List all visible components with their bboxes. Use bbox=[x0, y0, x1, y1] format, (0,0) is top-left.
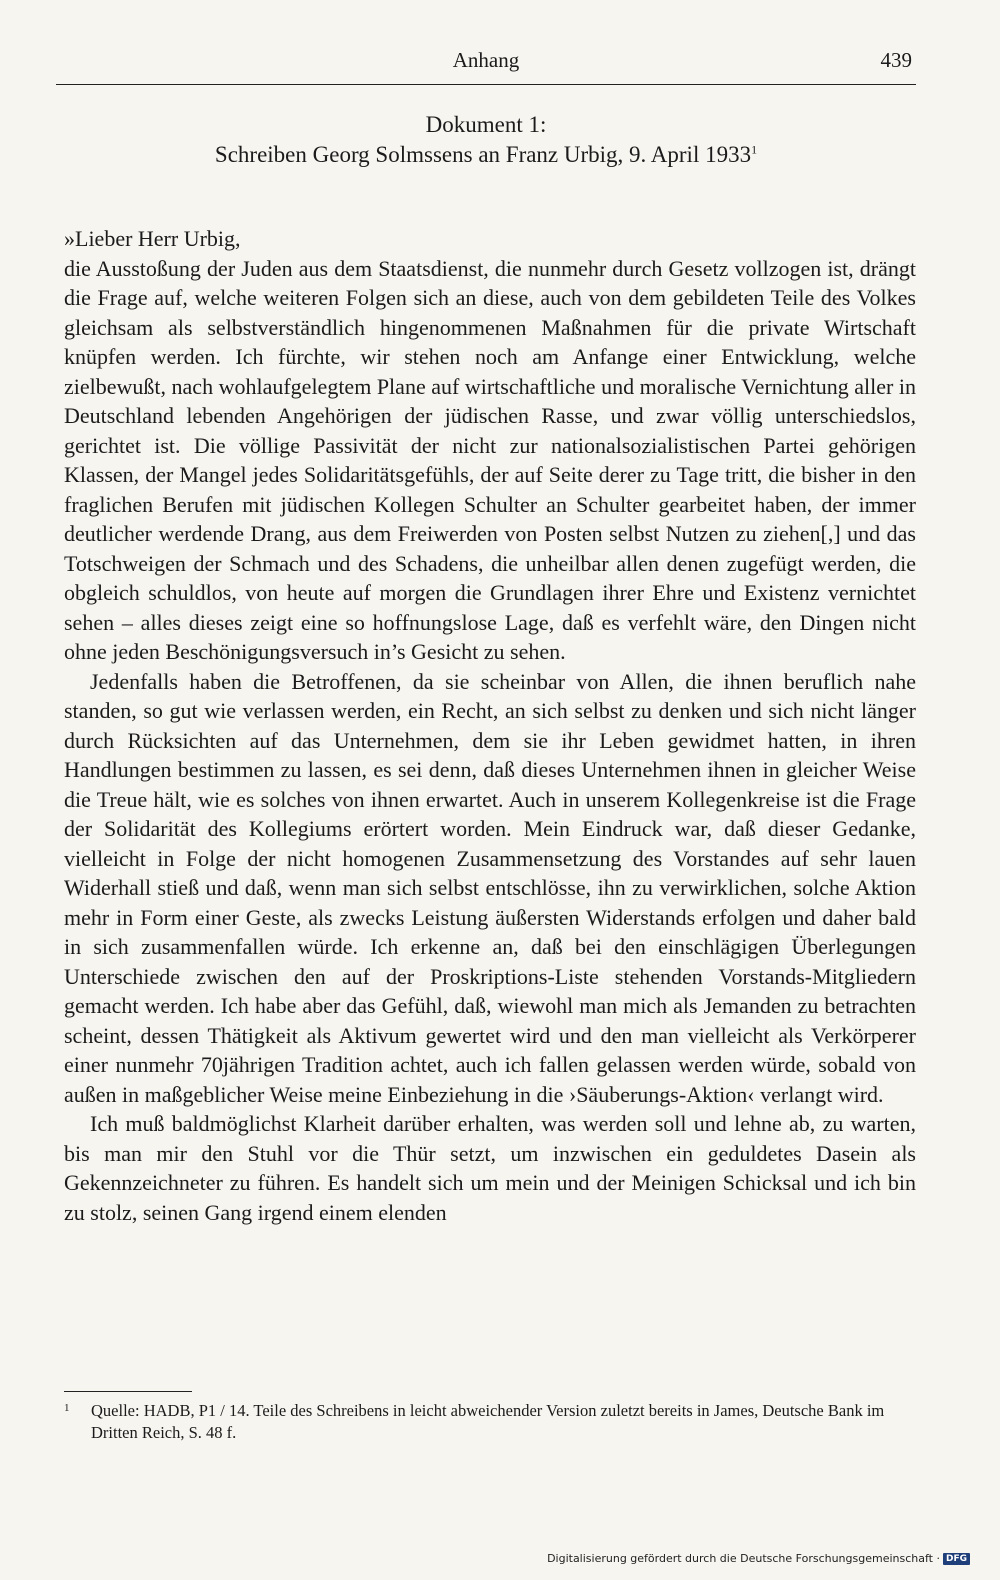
footnote-text: Quelle: HADB, P1 / 14. Teile des Schreibens in leicht abweichender Version zuletzt bereits in James, Deutsche Bank im Dritten Reich, S. 48 f. bbox=[91, 1401, 885, 1442]
letter-paragraph-3: Ich muß baldmöglichst Klarheit darüber erhalten, was werden soll und lehne ab, zu warten, bis man mir den Stuhl vor die Thür setzt, um inzwischen ein geduldetes Dasein als Gekennzeichneter zu führen. Es handelt sich um mein und der Meinigen Schicksal und ich bin zu stolz, seinen Gang irgend einem elenden bbox=[64, 1111, 916, 1225]
footnote-reference: 1 bbox=[751, 142, 758, 157]
document-title bbox=[56, 140, 916, 170]
footnote-divider bbox=[64, 1391, 192, 1392]
letter-paragraph-1: die Ausstoßung der Juden aus dem Staatsdienst, die nunmehr durch Gesetz vollzogen ist, drängt die Frage auf, welche weiteren Folgen sich an diese, auch von dem gebildeten Teile des Volkes gleichsam als selbstverständlich hingenommenen Maßnahmen für die private Wirtschaft knüpfen werden. Ich fürchte, wir stehen noch am Anfange einer Entwicklung, welche zielbewußt, nach wohlaufgelegtem Plane auf wirtschaftliche und moralische Vernichtung aller in Deutschland lebenden Angehörigen der jüdischen Rasse, und zwar völlig unterschiedslos, gerichtet ist. Die völlige Passivität der nicht zur nationalsozialistischen Partei gehörigen Klassen, der Mangel jedes Solidaritätsgefühls, der auf Seite derer zu Tage tritt, die bisher in den fraglichen Berufen mit jüdischen Kollegen Schulter an Schulter gearbeitet haben, der immer deutlicher werdende Drang, aus dem Freiwerden von Posten selbst Nutzen zu ziehen[,] und das Totschweigen der Schmach und des Schadens, die unheilbar allen denen zugefügt werden, die obgleich schuldlos, von heute auf morgen die Grundlagen ihrer Ehre und Existenz vernichtet sehen – alles dieses zeigt eine so hoffnungslose Lage, daß es verfehlt wäre, den Dingen nicht ohne jeden Beschönigungsversuch in’s Gesicht zu sehen. bbox=[64, 255, 916, 664]
letter-paragraph-2: Jedenfalls haben die Betroffenen, da sie scheinbar von Allen, die ihnen beruflich nahe standen, so gut wie verlassen werden, ein Recht, an sich selbst zu denken und sich nicht länger durch Rücksichten auf das Unternehmen, dem sie ihr Leben gewidmet hatten, in ihren Handlungen bestimmen zu lassen, es sei denn, daß dieses Unternehmen ihnen in gleicher Weise die Treue hält, wie es solches von ihnen erwartet. Auch in unserem Kollegenkreise ist die Frage der Solidarität des Kollegiums erörtert worden. Mein Eindruck war, daß dieser Gedanke, vielleicht in Folge der nicht homogenen Zusammensetzung des Vorstandes auf sehr lauen Widerhall stieß und daß, wenn man sich selbst entschlösse, ihn zu verwirklichen, solche Aktion mehr in Form einer Geste, als zwecks Leistung äußersten Widerstands erfolgen und daher bald in sich zusammenfallen würde. Ich erkenne an, daß bei den einschlägigen Überlegungen Unterschiede zwischen den auf der Proskriptions-Liste stehenden Vorstands-Mitgliedern gemacht werden. Ich habe aber das Gefühl, daß, wiewohl man mich als Jemanden zu betrachten scheint, dessen Thätigkeit als Aktivum gewertet wird und den man vielleicht als Verkörperer einer nunmehr 70jährigen Tradition achtet, auch ich fallen gelassen werden würde, sobald von außen in maßgeblicher Weise meine Einbeziehung in die ›Säuberungs-Aktion‹ verlangt wird. bbox=[64, 668, 916, 1107]
page-number: 439 bbox=[880, 48, 912, 72]
running-header bbox=[56, 44, 916, 85]
letter-salutation: »Lieber Herr Urbig, bbox=[64, 226, 241, 251]
letter-body bbox=[64, 224, 916, 1227]
digitization-credit bbox=[547, 1552, 970, 1565]
dfg-logo-icon: DFG bbox=[943, 1553, 970, 1565]
document-heading bbox=[56, 110, 916, 170]
digitization-credit-text: Digitalisierung gefördert durch die Deutsche Forschungsgemeinschaft · bbox=[547, 1552, 940, 1565]
running-head-title: Anhang bbox=[452, 48, 520, 72]
document-title-text: Schreiben Georg Solmssens an Franz Urbig, 9. April 1933 bbox=[214, 142, 752, 167]
footnote-mark: 1 bbox=[64, 1402, 70, 1414]
footnote bbox=[64, 1400, 916, 1444]
document-number: Dokument 1: bbox=[425, 112, 547, 137]
